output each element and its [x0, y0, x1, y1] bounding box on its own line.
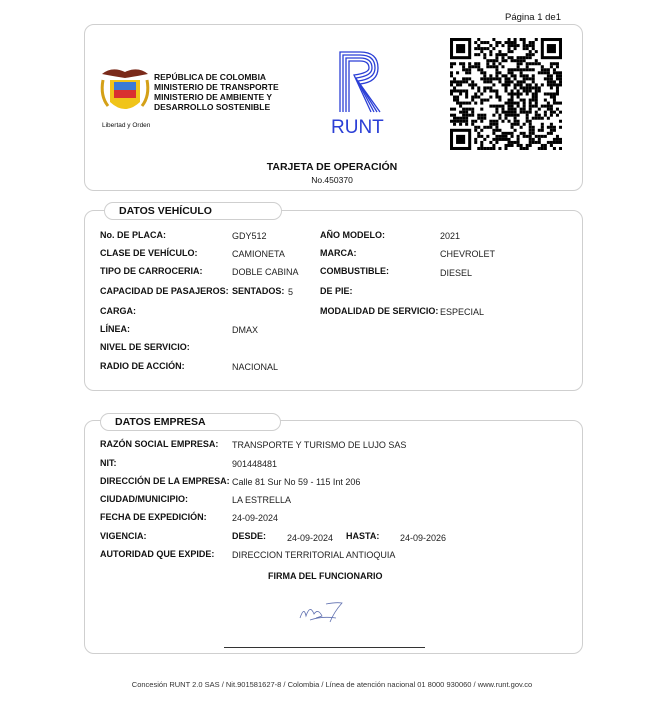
- modalidad-label: MODALIDAD DE SERVICIO:: [320, 306, 439, 316]
- combustible-label: COMBUSTIBLE:: [320, 266, 389, 276]
- runt-logo-icon: [334, 48, 384, 116]
- ciudad-value: LA ESTRELLA: [232, 495, 292, 505]
- hasta-label: HASTA:: [346, 531, 380, 541]
- razon-label: RAZÓN SOCIAL EMPRESA:: [100, 439, 219, 449]
- nit-label: NIT:: [100, 458, 117, 468]
- clase-value: CAMIONETA: [232, 249, 285, 259]
- gov-line: REPÚBLICA DE COLOMBIA: [154, 72, 267, 82]
- gov-line: MINISTERIO DE AMBIENTE Y: [154, 92, 273, 102]
- gov-line: DESARROLLO SOSTENIBLE: [154, 102, 271, 112]
- signature-line: [224, 647, 425, 648]
- sentados-value: 5: [288, 287, 294, 297]
- qr-finder: [547, 44, 556, 53]
- ciudad-label: CIUDAD/MUNICIPIO:: [100, 494, 188, 504]
- qr-finder: [456, 135, 465, 144]
- carroceria-value: DOBLE CABINA: [232, 267, 299, 277]
- carroceria-label: TIPO DE CARROCERIA:: [100, 266, 203, 276]
- autoridad-label: AUTORIDAD QUE EXPIDE:: [100, 549, 215, 559]
- coat-motto: Libertad y Orden: [102, 122, 151, 129]
- modalidad-value: ESPECIAL: [440, 307, 485, 317]
- qr-finder: [456, 44, 465, 53]
- clase-label: CLASE DE VEHÍCULO:: [100, 248, 198, 258]
- linea-value: DMAX: [232, 325, 259, 335]
- desde-value: 24-09-2024: [287, 533, 334, 543]
- radio-value: NACIONAL: [232, 362, 279, 372]
- card-number: No.450370: [311, 175, 353, 185]
- anio-value: 2021: [440, 231, 461, 241]
- razon-value: TRANSPORTE Y TURISMO DE LUJO SAS: [232, 440, 407, 450]
- sentados-label: SENTADOS:: [232, 286, 285, 296]
- gov-line: MINISTERIO DE TRANSPORTE: [154, 82, 279, 92]
- qr-code: [450, 38, 562, 150]
- combustible-value: DIESEL: [440, 268, 473, 278]
- depie-label: DE PIE:: [320, 286, 353, 296]
- footer-text: Concesión RUNT 2.0 SAS / Nit.901581627-8 / Colombia / Línea de atención nacional 01 8000 930060 / www.runt.gov.co: [131, 680, 533, 689]
- nivel-label: NIVEL DE SERVICIO:: [100, 342, 190, 352]
- capacidad-label: CAPACIDAD DE PASAJEROS:: [100, 286, 229, 296]
- radio-label: RADIO DE ACCIÓN:: [100, 361, 185, 371]
- desde-label: DESDE:: [232, 531, 267, 541]
- company-section-title: DATOS EMPRESA: [100, 413, 281, 431]
- signature-icon: [296, 600, 344, 626]
- placa-value: GDY512: [232, 231, 267, 241]
- marca-label: MARCA:: [320, 248, 357, 258]
- vehicle-section-title: DATOS VEHÍCULO: [104, 202, 282, 220]
- fecha-label: FECHA DE EXPEDICIÓN:: [100, 512, 207, 522]
- direccion-value: Calle 81 Sur No 59 - 115 Int 206: [232, 477, 361, 487]
- marca-value: CHEVROLET: [440, 249, 496, 259]
- placa-label: No. DE PLACA:: [100, 230, 166, 240]
- page-indicator: Página 1 de1: [505, 12, 561, 23]
- hasta-value: 24-09-2026: [400, 533, 447, 543]
- linea-label: LÍNEA:: [100, 324, 130, 334]
- autoridad-value: DIRECCION TERRITORIAL ANTIOQUIA: [232, 550, 396, 560]
- carga-label: CARGA:: [100, 306, 136, 316]
- direccion-label: DIRECCIÓN DE LA EMPRESA:: [100, 476, 230, 486]
- card-title: TARJETA DE OPERACIÓN: [266, 161, 398, 173]
- firma-label: FIRMA DEL FUNCIONARIO: [268, 571, 383, 581]
- runt-logo-text: RUNT: [331, 117, 384, 138]
- anio-label: AÑO MODELO:: [320, 230, 385, 240]
- vigencia-label: VIGENCIA:: [100, 531, 147, 541]
- nit-value: 901448481: [232, 459, 278, 469]
- colombia-coat-of-arms-icon: [98, 66, 152, 122]
- fecha-value: 24-09-2024: [232, 513, 279, 523]
